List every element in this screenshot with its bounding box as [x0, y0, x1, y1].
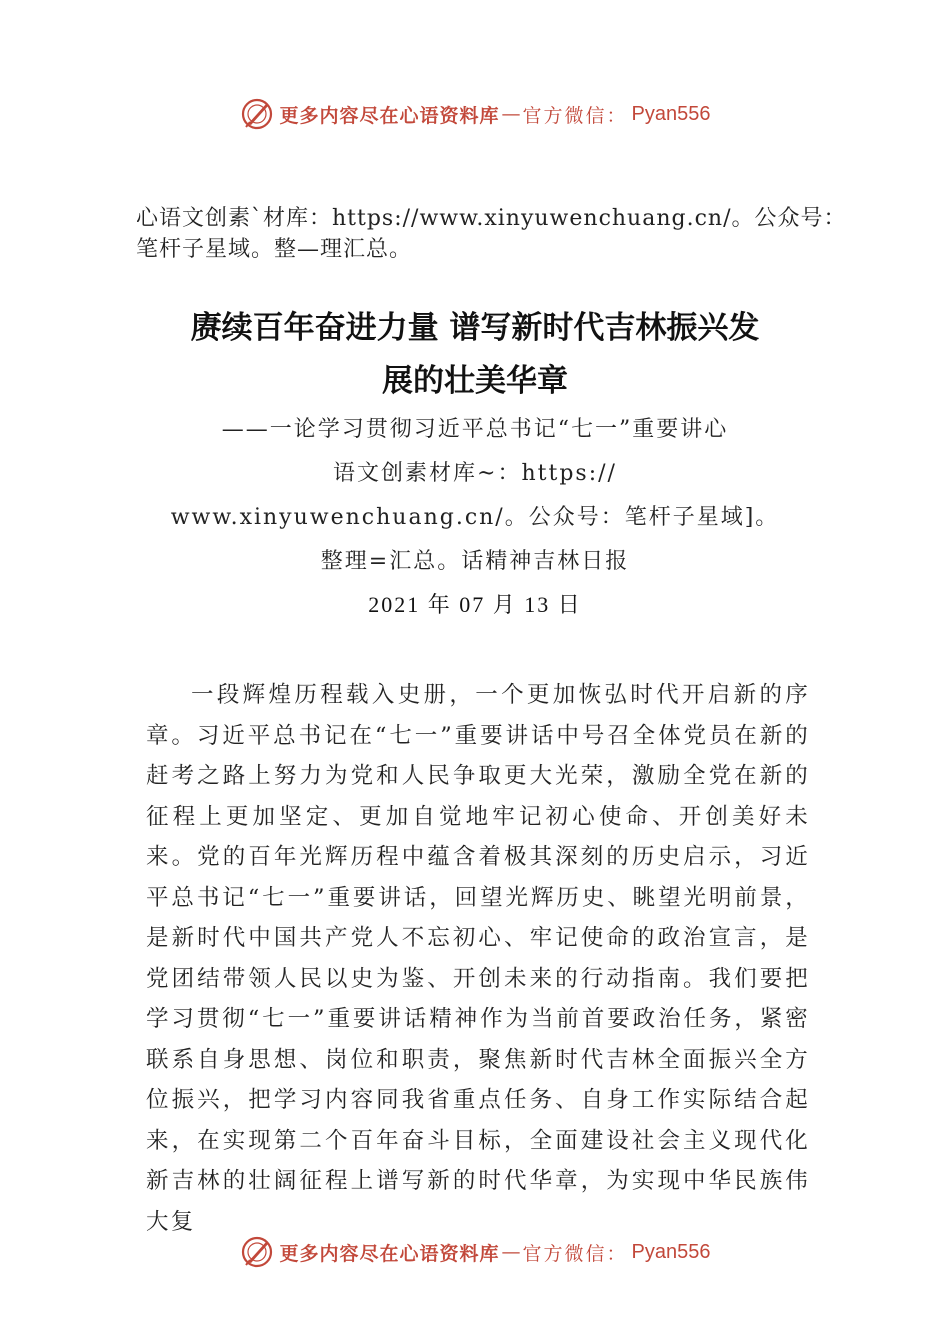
title-line-2: 展的壮美华章 — [382, 363, 568, 399]
publish-date: 2021 年 07 月 13 日 — [368, 592, 582, 617]
article-subtitle — [130, 408, 820, 584]
quill-seal-logo-icon — [240, 1235, 274, 1269]
body-paragraph: 一段辉煌历程载入史册，一个更加恢弘时代开启新的序章。习近平总书记在“七一”重要讲话中号召全体党员在新的赶考之路上努力为党和人民争取更大光荣，激励全党在新的征程上更加坚定、更加自觉地牢记初心使命、开创美好未来。党的百年光辉历程中蕴含着极其深刻的历史启示，习近平总书记“七一”重要讲话，回望光辉历史、眺望光明前景，是新时代中国共产党人不忘初心、牢记使命的政治宣言，是党团结带领人民以史为鉴、开创未来的行动指南。我们要把学习贯彻“七一”重要讲话精神作为当前首要政治任务，紧密联系自身思想、岗位和职责，聚焦新时代吉林全面振兴全方位振兴，把学习内容同我省重点任务、自身工作实际结合起来，在实现第二个百年奋斗目标，全面建设社会主义现代化新吉林的壮阔征程上谱写新的时代华章，为实现中华民族伟大复 — [146, 682, 810, 1235]
subtitle-line-3: www.xinyuwenchuang.cn/。公众号：笔杆子星域]。 — [170, 505, 780, 530]
subtitle-line-4: 整理=汇总。话精神吉林日报 — [320, 549, 630, 574]
banner-separator: — — [501, 1241, 521, 1263]
banner-main-text: 更多内容尽在心语资料库 — [279, 1242, 500, 1265]
subtitle-line-2: 语文创素材库~：https:// — [333, 461, 617, 486]
article-title — [120, 302, 830, 408]
banner-sub-text: 官方微信： — [522, 1242, 628, 1265]
banner-separator: — — [501, 103, 521, 125]
banner-wechat-id: Pyan556 — [631, 1240, 711, 1263]
banner-main-text: 更多内容尽在心语资料库 — [279, 104, 500, 127]
quill-seal-logo-icon — [240, 97, 274, 131]
subtitle-line-1: ——一论学习贯彻习近平总书记“七一”重要讲心 — [221, 417, 729, 442]
source-notice: 心语文创素`材库：https://www.xinyuwenchuang.cn/。公众号：笔杆子星域。整—理汇总。 — [136, 206, 847, 262]
header-banner — [0, 94, 950, 134]
title-line-1: 赓续百年奋进力量 谱写新时代吉林振兴发 — [190, 310, 760, 346]
banner-sub-text: 官方微信： — [522, 104, 628, 127]
footer-banner — [0, 1232, 950, 1272]
banner-wechat-id: Pyan556 — [631, 102, 711, 125]
